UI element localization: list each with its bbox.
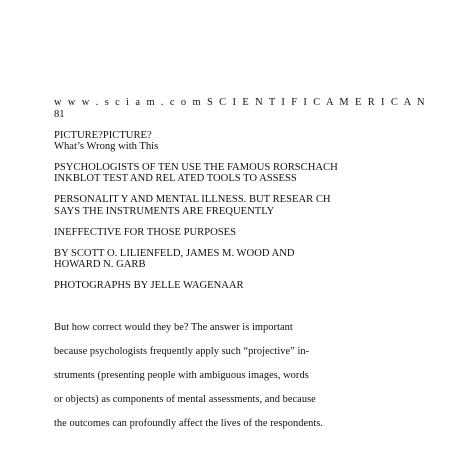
deck-line-4: SAYS THE INSTRUMENTS ARE FREQUENTLY bbox=[54, 206, 275, 217]
article-subtitle: What’s Wrong with This bbox=[54, 141, 159, 152]
body-line-5: the outcomes can profoundly affect the lives of the respondents. bbox=[54, 418, 324, 429]
body-line-4: or objects) as components of mental assessments, and because bbox=[54, 394, 316, 405]
body-line-2: because psychologists frequently apply such “projective” in- bbox=[54, 346, 310, 357]
page-number: 81 bbox=[54, 109, 65, 120]
deck-line-3: PERSONALIT Y AND MENTAL ILLNESS. BUT RESEAR CH bbox=[54, 194, 331, 205]
byline-line-1: BY SCOTT O. LILIENFELD, JAMES M. WOOD AND bbox=[54, 248, 295, 259]
deck-line-1: PSYCHOLOGISTS OF TEN USE THE FAMOUS RORSCHACH bbox=[54, 162, 338, 173]
article-title: PICTURE?PICTURE? bbox=[54, 130, 152, 141]
body-line-1: But how correct would they be? The answer is important bbox=[54, 322, 293, 333]
photo-credit: PHOTOGRAPHS BY JELLE WAGENAAR bbox=[54, 280, 244, 291]
deck-line-2: INKBLOT TEST AND REL ATED TOOLS TO ASSESS bbox=[54, 173, 297, 184]
site-header-line: w w w . s c i a m . c o m S C I E N T I F I C A M E R I C A N bbox=[54, 97, 427, 108]
byline-line-2: HOWARD N. GARB bbox=[54, 259, 146, 270]
body-line-3: struments (presenting people with ambiguous images, words bbox=[54, 370, 309, 381]
deck-line-5: INEFFECTIVE FOR THOSE PURPOSES bbox=[54, 227, 236, 238]
